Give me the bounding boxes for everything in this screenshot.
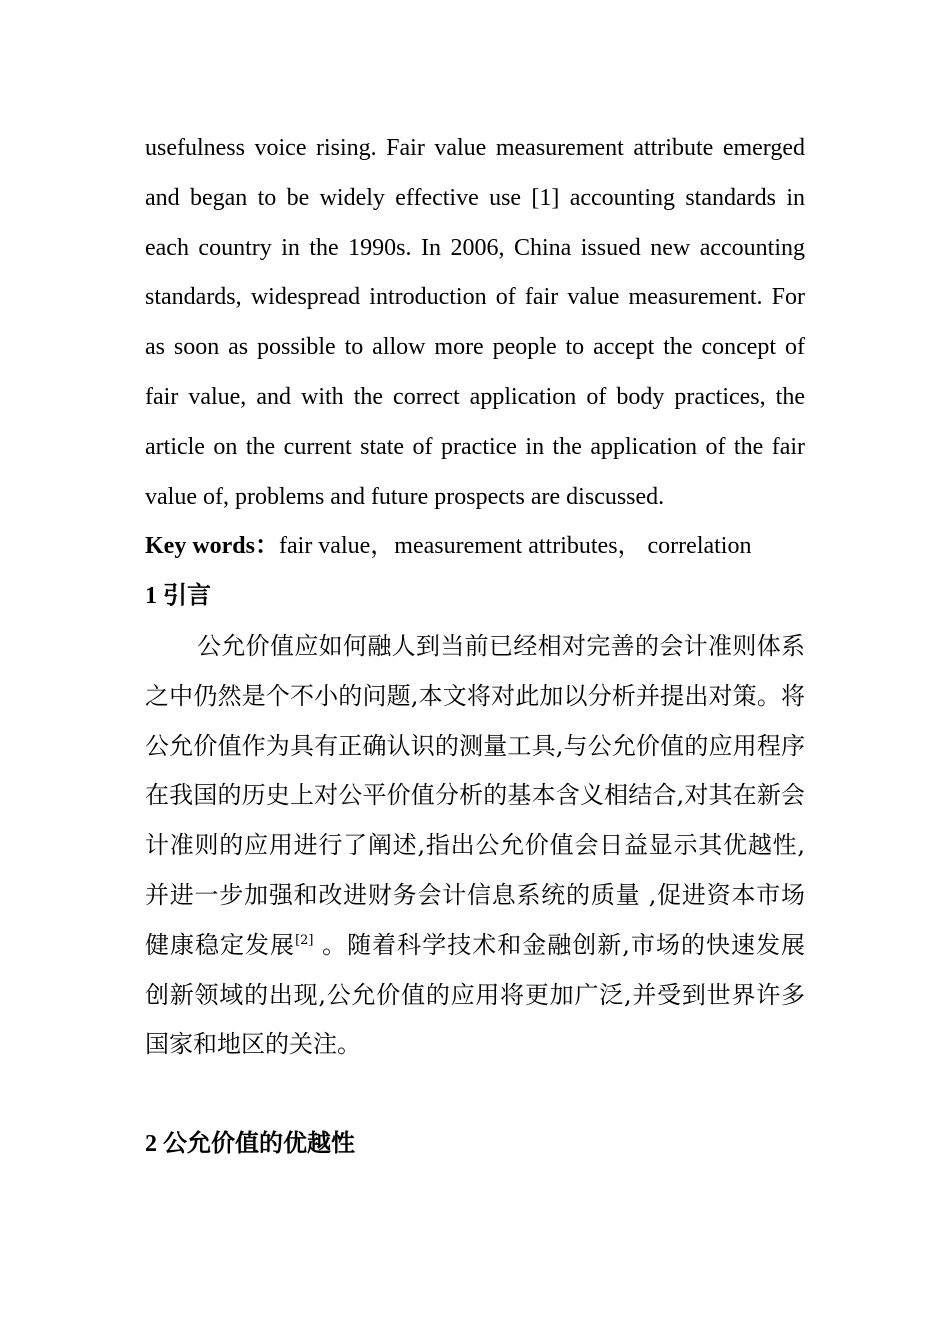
abstract-paragraph: usefulness voice rising. Fair value measurement attribute emerged and began to be widely effective use [1] accounting standards in each country in the 1990s. In 2006, China issued new accounting standards, widespread introduction of fair value measurement. For as soon as possible to allow more people to accept the concept of fair value, and with the correct application of body practices, the article on the current state of practice in the application of the fair value of, problems and future prospects are discussed. xyxy=(145,135,805,510)
keywords-line xyxy=(145,522,805,572)
keywords-label: Key words： xyxy=(145,533,279,560)
blank-line xyxy=(145,1070,805,1120)
section-1-paragraph-part1: 公允价值应如何融人到当前已经相对完善的会计准则体系之中仍然是个不小的问题,本文将对此加以分析并提出对策。将公允价值作为具有正确认识的测量工具,与公允价值的应用程序在我国的历史上对公平价值分析的基本含义相结合,对其在新会计准则的应用进行了阐述,指出公允价值会日益显示其优越性,并进一步加强和改进财务会计信息系统的质量 ,促进资本市场健康稳定发展 xyxy=(145,631,805,959)
section-1-paragraph-part2: 。随着科学技术和金融创新,市场的快速发展 创新领域的出现,公允价值的应用将更加广泛,并受到世界许多国家和地区的关注。 xyxy=(145,930,805,1059)
page-content xyxy=(145,124,805,1170)
keywords-items: fair value，measurement attributes， correlation xyxy=(279,533,752,560)
section-1-heading: 1 引言 xyxy=(145,583,211,610)
section-2-heading: 2 公允价值的优越性 xyxy=(145,1130,355,1157)
section-1-paragraph xyxy=(145,622,805,1070)
citation-2: [2] xyxy=(295,932,314,948)
